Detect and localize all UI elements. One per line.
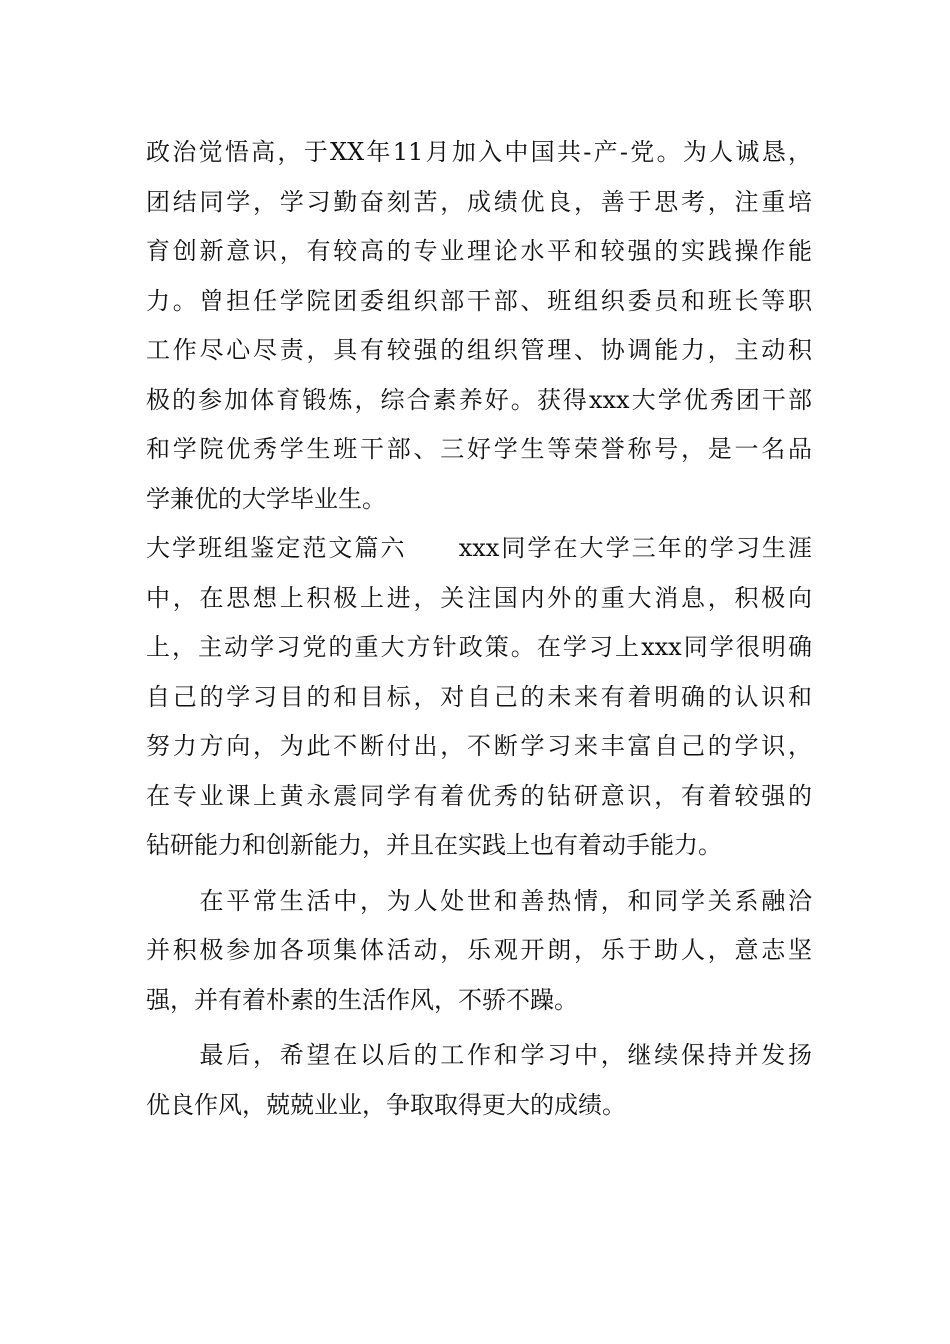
- text-line: 极的参加体育锻炼，综合素养好。获得xxx大学优秀团干部: [146, 385, 812, 414]
- text-line: 育创新意识，有较高的专业理论水平和较强的实践操作能: [146, 237, 812, 265]
- text-line: 强，并有着朴素的生活作风，不骄不躁。: [146, 985, 578, 1014]
- text-line: 上，主动学习党的重大方针政策。在学习上xxx同学很明确: [146, 633, 812, 661]
- text-line: 并积极参加各项集体活动，乐观开朗，乐于助人，意志坚: [146, 936, 812, 964]
- text-line: 中，在思想上积极上进，关注国内外的重大消息，积极向: [146, 583, 812, 612]
- text-line: 在平常生活中，为人处世和善热情，和同学关系融洽: [146, 886, 812, 915]
- paragraph-1: [146, 128, 812, 524]
- text-line: 力。曾担任学院团委组织部干部、班组织委员和班长等职: [146, 286, 812, 315]
- text-line: 工作尽心尽责，具有较强的组织管理、协调能力，主动积: [146, 336, 812, 364]
- text-line: 和学院优秀学生班干部、三好学生等荣誉称号，是一名品: [146, 435, 812, 463]
- text-line: 团结同学，学习勤奋刻苦，成绩优良，善于思考，注重培: [146, 187, 812, 216]
- paragraph-2: [146, 524, 812, 871]
- text-line: 在专业课上黄永震同学有着优秀的钻研意识，有着较强的: [146, 781, 812, 810]
- text-line: 政治觉悟高，于XX年11月加入中国共-产-党。为人诚恳，: [146, 138, 812, 166]
- document-body: [146, 128, 812, 1130]
- text-line: 学兼优的大学毕业生。: [146, 484, 386, 513]
- paragraph-4: [146, 1031, 812, 1130]
- paragraph-3: [146, 877, 812, 1026]
- section-heading-line: 大学班组鉴定范文篇六 xxx同学在大学三年的学习生涯: [146, 534, 812, 562]
- text-line: 努力方向，为此不断付出，不断学习来丰富自己的学识，: [146, 732, 812, 760]
- text-line: 自己的学习目的和目标，对自己的未来有着明确的认识和: [146, 682, 812, 711]
- text-line: 最后，希望在以后的工作和学习中，继续保持并发扬: [146, 1041, 812, 1069]
- text-line: 优良作风，兢兢业业，争取取得更大的成绩。: [146, 1090, 626, 1119]
- text-line: 钻研能力和创新能力，并且在实践上也有着动手能力。: [146, 831, 722, 859]
